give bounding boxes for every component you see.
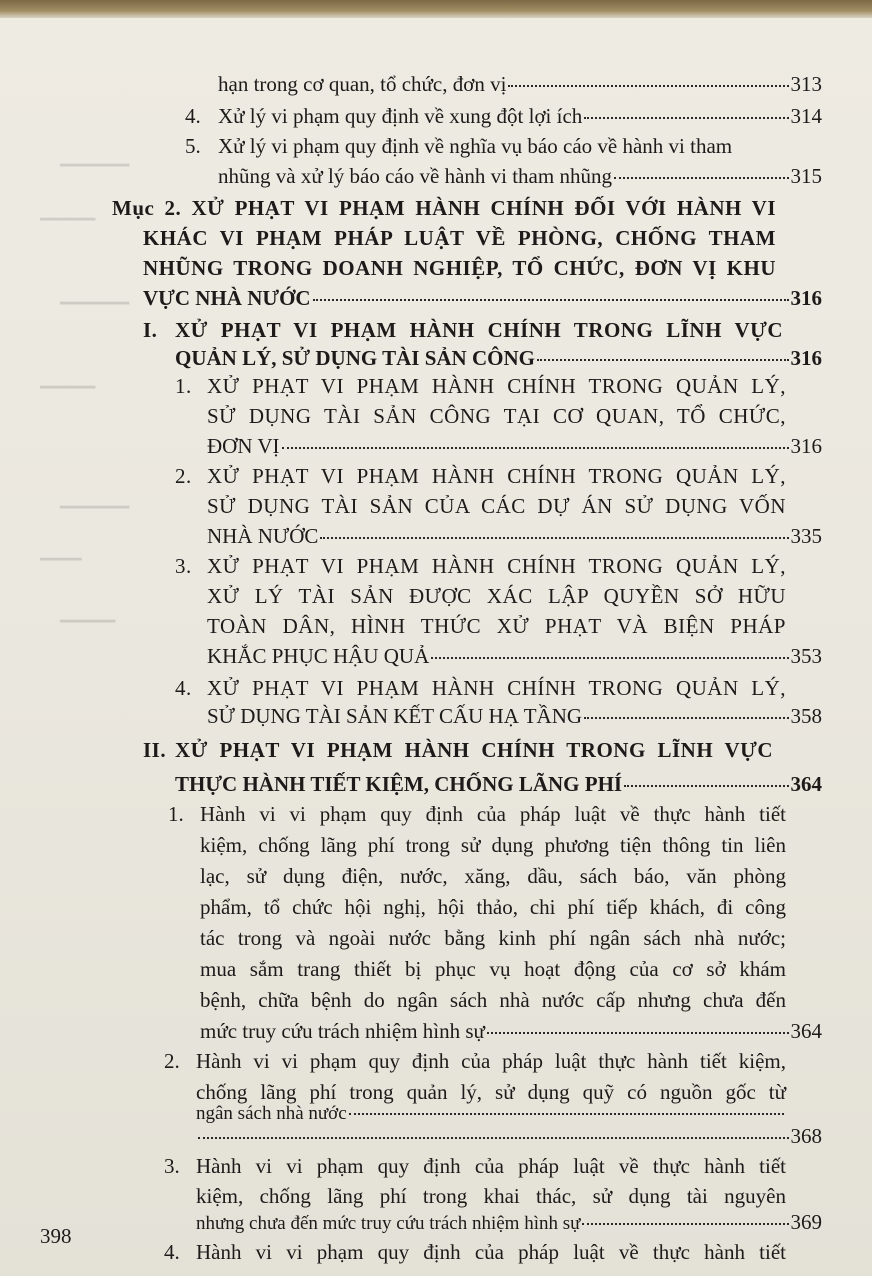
toc-entry-number: I. xyxy=(143,318,158,342)
toc-section-heading-line xyxy=(143,226,776,250)
toc-entry-text: Mục 2. XỬ PHẠT VI PHẠM HÀNH CHÍNH ĐỐI VỚI HÀNH VI xyxy=(112,196,776,220)
toc-entry-text: NHÀ NƯỚC xyxy=(207,524,319,548)
toc-entry-continuation xyxy=(207,614,786,638)
toc-entry-text: XỬ PHẠT VI PHẠM HÀNH CHÍNH TRONG QUẢN LÝ, xyxy=(207,554,786,578)
toc-entry-text: chống lãng phí trong quản lý, sử dụng quỹ có nguồn gốc từ xyxy=(196,1080,786,1104)
toc-entry[interactable] xyxy=(164,1240,786,1264)
toc-entry-text: VỰC NHÀ NƯỚC xyxy=(143,286,311,310)
dot-leader xyxy=(624,785,788,787)
toc-page-number: 364 xyxy=(790,772,822,796)
toc-entry[interactable] xyxy=(164,1049,786,1073)
toc-page-number: 368 xyxy=(790,1124,822,1148)
dot-leader xyxy=(313,299,789,301)
toc-entry-number: 2. xyxy=(175,464,192,488)
toc-page-number: 314 xyxy=(790,104,822,128)
toc-page-number: 316 xyxy=(790,434,822,458)
toc-entry-text: XỬ PHẠT VI PHẠM HÀNH CHÍNH TRONG QUẢN LÝ, xyxy=(207,464,786,488)
toc-entry-text: SỬ DỤNG TÀI SẢN CỦA CÁC DỰ ÁN SỬ DỤNG VỐN xyxy=(207,494,786,518)
toc-entry-text: hạn trong cơ quan, tổ chức, đơn vị xyxy=(218,72,507,96)
toc-chapter-heading-line xyxy=(175,346,822,370)
toc-entry-text: Hành vi vi phạm quy định của pháp luật về thực hành tiết xyxy=(196,1240,786,1264)
toc-page-number: 353 xyxy=(790,644,822,668)
toc-entry-text: mức truy cứu trách nhiệm hình sự xyxy=(200,1019,485,1043)
toc-entry[interactable] xyxy=(175,554,786,578)
dot-leader xyxy=(508,85,788,87)
toc-entry-continuation xyxy=(200,895,786,919)
toc-entry-text: THỰC HÀNH TIẾT KIỆM, CHỐNG LÃNG PHÍ xyxy=(175,772,623,796)
toc-entry-text: KHẮC PHỤC HẬU QUẢ xyxy=(207,644,430,668)
toc-entry-text: Hành vi vi phạm quy định của pháp luật về thực hành tiết xyxy=(200,802,786,826)
toc-section-heading-line xyxy=(143,286,822,310)
toc-page-number: 315 xyxy=(790,164,822,188)
toc-entry-continuation xyxy=(200,1019,822,1043)
toc-entry-continuation xyxy=(207,524,822,548)
toc-entry-continuation xyxy=(207,494,786,518)
toc-page-number: 369 xyxy=(790,1210,822,1234)
toc-entry-text: TOÀN DÂN, HÌNH THỨC XỬ PHẠT VÀ BIỆN PHÁP xyxy=(207,614,786,638)
toc-entry-number: II. xyxy=(143,738,167,762)
toc-page-number: 335 xyxy=(790,524,822,548)
toc-entry[interactable] xyxy=(185,104,822,128)
toc-chapter-heading[interactable] xyxy=(143,318,783,342)
toc-entry-number: 4. xyxy=(164,1240,180,1264)
dot-leader xyxy=(431,657,788,659)
toc-entry-text: phẩm, tổ chức hội nghị, hội thảo, chi phí tiếp khách, đi công xyxy=(200,895,786,919)
toc-entry-text: SỬ DỤNG TÀI SẢN CÔNG TẠI CƠ QUAN, TỔ CHỨC, xyxy=(207,404,786,428)
toc-section-heading[interactable] xyxy=(112,196,776,220)
toc-entry-text: XỬ LÝ TÀI SẢN ĐƯỢC XÁC LẬP QUYỀN SỞ HỮU xyxy=(207,584,786,608)
toc-entry-continuation xyxy=(196,1124,822,1148)
toc-entry[interactable] xyxy=(175,464,786,488)
toc-entry-continuation xyxy=(200,988,786,1012)
toc-entry-text: kiệm, chống lãng phí trong khai thác, sử dụng tài nguyên xyxy=(196,1184,786,1208)
toc-entry-text: XỬ PHẠT VI PHẠM HÀNH CHÍNH TRONG LĨNH VỰC xyxy=(175,738,773,762)
dot-leader xyxy=(282,447,789,449)
toc-entry-text: bệnh, chữa bệnh do ngân sách nhà nước cấp nhưng chưa đến xyxy=(200,988,786,1012)
toc-entry-continuation xyxy=(196,1080,786,1104)
dot-leader xyxy=(349,1113,784,1115)
dot-leader xyxy=(198,1137,789,1139)
toc-page-number: 313 xyxy=(790,72,822,96)
toc-entry-continuation xyxy=(196,1210,822,1236)
bleed-through-texture: ▁▁▁▁▁ ▁▁▁▁ ▁▁▁▁▁ ▁▁▁▁ ▁▁▁▁▁ ▁▁▁ ▁▁▁▁ xyxy=(40,146,130,622)
toc-page-number: 358 xyxy=(790,704,822,728)
toc-entry-text: ĐƠN VỊ xyxy=(207,434,280,458)
toc-page-number: 364 xyxy=(790,1019,822,1043)
toc-entry[interactable] xyxy=(175,676,786,700)
dot-leader xyxy=(584,117,788,119)
toc-entry-continuation xyxy=(207,434,822,458)
page-number: 398 xyxy=(40,1224,72,1248)
toc-entry-text: mua sắm trang thiết bị phục vụ hoạt động của cơ sở khám xyxy=(200,957,786,981)
toc-section-heading-line xyxy=(143,256,776,280)
toc-page-number: 316 xyxy=(790,286,822,310)
toc-page-number: 316 xyxy=(790,346,822,370)
toc-entry-text: nhũng và xử lý báo cáo về hành vi tham nhũng xyxy=(218,164,612,188)
toc-entry-text: Hành vi vi phạm quy định của pháp luật về thực hành tiết xyxy=(196,1154,786,1178)
toc-entry-text: XỬ PHẠT VI PHẠM HÀNH CHÍNH TRONG QUẢN LÝ, xyxy=(207,374,786,398)
toc-entry-continuation xyxy=(207,584,786,608)
toc-entry-text: Xử lý vi phạm quy định về nghĩa vụ báo cáo về hành vi tham xyxy=(218,134,733,158)
toc-entry-number: 2. xyxy=(164,1049,180,1073)
dot-leader xyxy=(584,717,788,719)
toc-entry-number: 4. xyxy=(175,676,192,700)
toc-entry[interactable] xyxy=(168,802,786,826)
toc-entry-text: lạc, sử dụng điện, nước, xăng, dầu, sách báo, văn phòng xyxy=(200,864,786,888)
toc-entry-number: 1. xyxy=(168,802,184,826)
toc-entry-text: ngân sách nhà nước xyxy=(196,1103,347,1124)
toc-entry-text: QUẢN LÝ, SỬ DỤNG TÀI SẢN CÔNG xyxy=(175,346,535,370)
toc-entry-text: NHŨNG TRONG DOANH NGHIỆP, TỔ CHỨC, ĐƠN VỊ KHU xyxy=(143,256,776,280)
toc-entry[interactable] xyxy=(185,134,785,158)
dot-leader xyxy=(582,1223,788,1225)
toc-entry-continuation xyxy=(200,864,786,888)
toc-entry-text: SỬ DỤNG TÀI SẢN KẾT CẤU HẠ TẦNG xyxy=(207,704,583,728)
toc-entry-text: Xử lý vi phạm quy định về xung đột lợi ích xyxy=(218,104,583,128)
toc-entry-continuation xyxy=(207,704,822,728)
toc-entry-continuation xyxy=(200,833,786,857)
toc-entry-continuation xyxy=(207,644,822,668)
toc-entry-continuation xyxy=(200,957,786,981)
toc-entry-continuation xyxy=(207,404,786,428)
dot-leader xyxy=(487,1032,789,1034)
toc-entry-text: XỬ PHẠT VI PHẠM HÀNH CHÍNH TRONG QUẢN LÝ, xyxy=(207,676,786,700)
toc-entry-text: KHÁC VI PHẠM PHÁP LUẬT VỀ PHÒNG, CHỐNG THAM xyxy=(143,226,776,250)
dot-leader xyxy=(537,359,789,361)
toc-entry-number: 3. xyxy=(164,1154,180,1178)
toc-entry-number: 4. xyxy=(185,104,201,128)
toc-chapter-heading[interactable] xyxy=(143,738,773,762)
toc-chapter-heading-line xyxy=(175,772,822,796)
toc-entry-text: kiệm, chống lãng phí trong sử dụng phương tiện thông tin liên xyxy=(200,833,786,857)
dot-leader xyxy=(614,177,789,179)
toc-entry-text: XỬ PHẠT VI PHẠM HÀNH CHÍNH TRONG LĨNH VỰC xyxy=(175,318,783,342)
toc-entry[interactable] xyxy=(164,1154,786,1178)
toc-entry-number: 1. xyxy=(175,374,192,398)
toc-entry-text: Hành vi vi phạm quy định của pháp luật thực hành tiết kiệm, xyxy=(196,1049,786,1073)
toc-entry[interactable] xyxy=(218,72,822,96)
toc-entry-continuation xyxy=(196,1184,786,1208)
toc-entry-continuation xyxy=(200,926,786,950)
toc-entry-text: tác trong và ngoài nước bằng kinh phí ngân sách nhà nước; xyxy=(200,926,786,950)
toc-entry-continuation[interactable] xyxy=(218,164,822,188)
toc-entry-number: 3. xyxy=(175,554,192,578)
dot-leader xyxy=(320,537,788,539)
toc-entry[interactable] xyxy=(175,374,786,398)
toc-entry-text: nhưng chưa đến mức truy cứu trách nhiệm hình sự xyxy=(196,1213,581,1234)
toc-entry-number: 5. xyxy=(185,134,201,158)
toc-entry-continuation xyxy=(196,1102,786,1126)
